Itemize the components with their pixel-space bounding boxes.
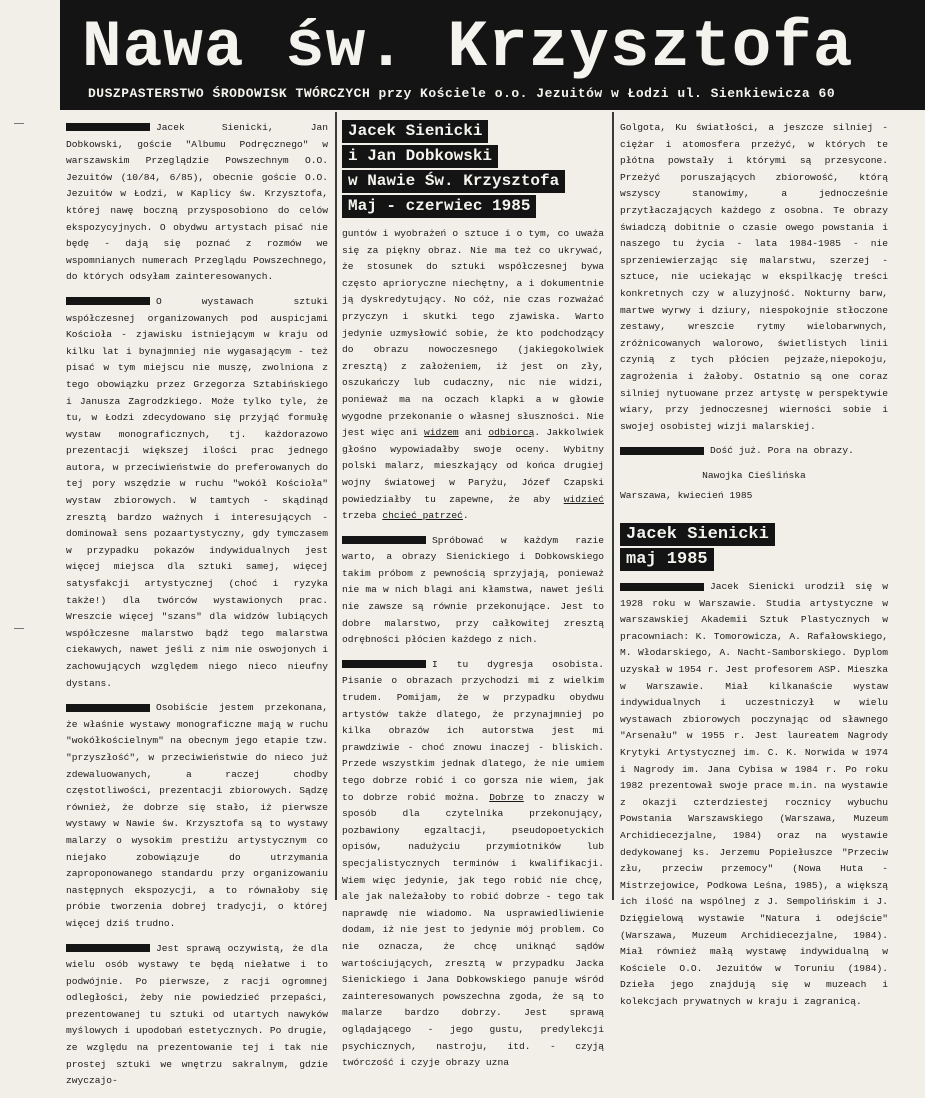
paragraph-marker	[620, 447, 704, 455]
biography	[620, 579, 888, 1010]
article-headline	[342, 120, 604, 220]
bio-headline	[620, 523, 888, 573]
headline-line: Jacek Sienicki	[342, 120, 488, 143]
paragraph-marker	[66, 944, 150, 952]
author-signature: Nawojka Cieślińska	[702, 469, 806, 481]
column-divider	[335, 112, 337, 900]
paragraph-marker	[66, 123, 150, 131]
underlined-word: Dobrze	[489, 791, 524, 803]
paragraph-text: Jest sprawą oczywistą, że dla wielu osób wystawy te będą niełatwe i to podwójnie. Po pierwsze, z racji ogromnej odległości, żeby nie powiedzieć przepaści, prezentowanej tu sztuki od utartych nawyków myślowych i upodobań estetycznych. Po drugie, ze względu na prezentowanie tej i tak nie prostej sztuki we wnętrzu sakralnym, gdzie zwyczajo-	[66, 942, 328, 1087]
paragraph	[620, 443, 888, 460]
paragraph	[66, 294, 328, 692]
paragraph-text: Jacek Sienicki, Jan Dobkowski, goście "Albumu Podręcznego" w warszawskim Przeglądzie Powszechnym O.O. Jezuitów (10/84, 6/85), obecnie goście O.O. Jezuitów w Łodzi, w Kaplicy św. Krzysztofa, której nawę boczną przysposobiono do celów ekspozycyjnych. O obydwu artystach pisać nie będę - dają się poznać z rozmów we wspomnianych numerach Przeglądu Powszechnego, do których odsyłam zainteresowanych.	[66, 122, 328, 283]
headline-line: w Nawie Św. Krzysztofa	[342, 170, 565, 193]
headline-line: maj 1985	[620, 548, 714, 571]
newspaper-subtitle: DUSZPASTERSTWO ŚRODOWISK TWÓRCZYCH przy Kościele o.o. Jezuitów w Łodzi ul. Sienkiewicza 60	[88, 86, 836, 101]
paragraph: I tu dygresja osobista. Pisanie o obrazach przychodzi mi z wielkim trudem. Pomijam, że w przypadku obydwu artystów także dlatego, że przynajmniej po kilka obrazów ich autorstwa jest mi prawdziwie - choć znowu inaczej - bliskich. Przede wszystkim jednak dlatego, że nie umiem tego dobrze robić i co gorsza nie wiem, jak to dobrze robić można. Dobrze to znaczy w sposób dla czytelnika przekonujący, pozbawiony egzaltacji, pseudopoetyckich opisów, nadużyciu przymiotników lub specjalistycznych terminów i kwalifikacji. Wiem więc jedynie, jak tego robić nie chcę, ale jak należałoby to robić dobrze - tego tak naprawdę nie wiadomo. Na usprawiedliwienie dodam, iż nie jest to jedynie mój problem. Co nie oznacza, że chcę uniknąć sądów wartościujących, zresztą w przypadku Jacka Sienickiego i Jana Dobkowskiego panuje wśród zainteresowanych powszechna zgoda, że są to malarze bardzo dobrzy. Jest sprawą oglądającego - jego gustu, predylekcji psychicznych, nastroju, itd. - czyją twórczość i czyje obrazy uzna	[342, 658, 604, 1069]
paragraph-text: Dość już. Pora na obrazy.	[710, 445, 854, 457]
paragraph-marker	[66, 704, 150, 712]
underlined-word: widzem	[424, 427, 459, 439]
paragraph-marker	[342, 536, 426, 544]
article-date: Warszawa, kwiecień 1985	[620, 490, 753, 502]
column-divider	[612, 112, 614, 900]
paragraph	[66, 941, 328, 1090]
punch-hole-mark	[14, 628, 24, 635]
paragraph-marker	[66, 297, 150, 305]
paragraph	[342, 533, 604, 649]
newspaper-title: Nawa św. Krzysztofa	[82, 10, 854, 85]
paragraph-marker	[342, 660, 426, 668]
article-column-1	[66, 120, 328, 1098]
paragraph: Golgota, Ku światłości, a jeszcze silniej - ciężar i atomosfera przeżyć, w których te płótna powstały i którymi są przesycone. Przeżyć poruszających zbiorowość, którą wszyscy stanowimy, a jednocześnie przytłaczających każdego z osobna. Te obrazy świadczą dobitnie o czasie owego powstania i naszego tu życia - lata 1984-1985 - nie sprzeniewierzając się malarstwu, szerzej - sztuce, nie uciekając w ekspilkację treści konkretnych czy w aluzyjność. Nokturny barw, martwe wyrwy i dziury, niespokojnie stłoczone zestawy, wreszcie rytmy wielobarwnych, zróżnicowanych walorowo, świetlistych linii czynią z tych płócien pejzaże,niepokoju, zagrożenia i żałoby. Ostatnio są one coraz silniej nytuowane przez artystę w perspektywie wiary, przy jednoczesnej wierności sobie i swojej osobistej wizji malarskiej.	[620, 122, 888, 432]
masthead	[60, 0, 925, 110]
article-column-3	[620, 120, 888, 1019]
underlined-word: widzieć	[563, 493, 604, 505]
punch-hole-mark	[14, 123, 24, 130]
paragraph	[66, 700, 328, 932]
paragraph-text: Osobiście jestem przekonana, że właśnie wystawy monograficzne mają w ruchu "wokółkościelnym" na obecnym jego etapie tzw. "przyszłość", w przeciwieństwie do nieco już zdewaluowanych, a raczej chodby częstotliwości, prezentacji zbiorowych. Sądzę również, że dobrze się stało, iż pierwsze wystawy w Nawie św. Krzysztofa są to wystawy malarzy o wysokim prestiżu artystycznym co niejako zobowiązuje do utrzymania zaproponowanego standardu przy organizowaniu następnych ekspozycji, a to równałoby się próbie tworzenia dobrej tradycji, o której więcej dziś trudno.	[66, 702, 328, 929]
underlined-word: odbiorcą	[488, 427, 535, 439]
paragraph-text: Spróbować w każdym razie warto, a obrazy Sienickiego i Dobkowskiego takim próbom z pewnością sprzyjają, ponieważ nie ma w nich blagi ani kłamstwa, nawet jeśli nie zawsze są równie przekonujące. Jest to dobre malarstwo, przy całkowitej zresztą odrębności płócien każdego z nich.	[342, 534, 604, 646]
headline-line: Jacek Sienicki	[620, 523, 775, 546]
underlined-word: chcieć patrzeć	[382, 510, 463, 522]
paragraph-text: Jacek Sienicki urodził się w 1928 roku w Warszawie. Studia artystyczne w warszawskiej Akademii Sztuk Plastycznych w pracowniach: K. Tomorowicza, A. Rafałowskiego, M. Włodarskiego, A. Nacht-Samborskiego. Dyplom uzyskał w 1954 r. Jest profesorem ASP. Mieszka w Warszawie. Miał kilkanaście wystaw indywidualnych i uczestniczył w wielu wystawach zbiorowych poczynając od sławnego "Arsenału" w 1955 r. Jest laureatem Nagrody Krytyki Artystycznej im. C. K. Norwida w 1974 i Nagrody im. Jana Cybisa w 1984 r. Po roku 1982 prezentował swoje prace m.in. na wystawie z okazji czterdziestej rocznicy wybuchu Powstania Warszawskiego (Warszawa, Muzeum Archidiecezjalne, 1984) oraz na wystawie dedykowanej ks. Jerzemu Popiełuszce "Przeciw złu, przeciw przemocy" (Nowa Huta - Mistrzejowice, Podkowa Leśna, 1985), a większą ich ilość na wspólnej z J. Sempolińskim i J. Dzięgielową wystawie "Natura i odejście" (Warszawa, Muzeum Archidiecezjalne, 1984). Miał również małą wystawę indywidualną w Kościele O.O. Jezuitów w Toruniu (1984). Dzieła jego znajdują się w muzeach i kolekcjach prywatnych w kraju i zagranicą.	[620, 581, 888, 1007]
paragraph	[66, 120, 328, 286]
article-column-2	[342, 120, 604, 1080]
headline-line: Maj - czerwiec 1985	[342, 195, 536, 218]
headline-line: i Jan Dobkowski	[342, 145, 498, 168]
paragraph-text: O wystawach sztuki współczesnej organizowanych pod auspicjami Kościoła - zjawisku istniejącym w kraju od kilku lat i bynajmniej nie wygasającym - też pisać w tym miejscu nie muszę, zwolniona z tego obowiązku przez Grzegorza Sztabińskiego i Janusza Zagrodzkiego. Może tylko tyle, że tu, w Łodzi zdecydowano się przyjąć formułę wystaw monograficznych, tj. każdorazowo prezentacji większej ilości prac jednego autora, w przeciwieństwie do preferowanych do tej pory wszędzie w ruchu "wokół Kościoła" wystaw zbiorowych. W tamtych - skądinąd zresztą bardzo ważnych i interesujących - dominował sens pozaartystyczny, gdy tymczasem w przypadku pokazów indywidualnych jest więcej miejsca dla sztuki samej, więcej satysfakcji artystycznej (choć i ryzyka także!) dla twórców wystawionych prac. Wreszcie więcej "szans" dla widzów lubiących współczesne malarstwo bądź tego malarstwa ciekawych, nawet jeśli z nim nie oswojonych i zachowujących względem niego nieco nieufny dystans.	[66, 295, 328, 689]
paragraph-marker	[620, 583, 704, 591]
paragraph: guntów i wyobrażeń o sztuce i o tym, co uważa się za piękny obraz. Nie ma też co ukrywać, że stosunek do sztuki współczesnej bywa często aprioryczne niechętny, a i dokumentnie ją dyskredytujący. No cóż, nie czas rozważać przyczyn i skutki tego zjawiska. Warto jedynie uzmysłowić sobie, że kto podchodzący do obrazu nowoczesnego (jakiegokolwiek zresztą) z założeniem, iż jest on zły, oszukańczy lub cudaczny, nic nie widzi, ponieważ ma na oczach klapki a w głowie wygodne przekonanie o własnej słuszności. Nie jest więc ani widzem ani odbiorcą. Jakkolwiek głośno wypowiadałby swoje oceny. Wybitny polski malarz, mieszkający od końca drugiej wojny światowej w Paryżu, Józef Czapski powiedziałby tu zapewne, że aby widzieć trzeba chcieć patrzeć.	[342, 228, 604, 522]
